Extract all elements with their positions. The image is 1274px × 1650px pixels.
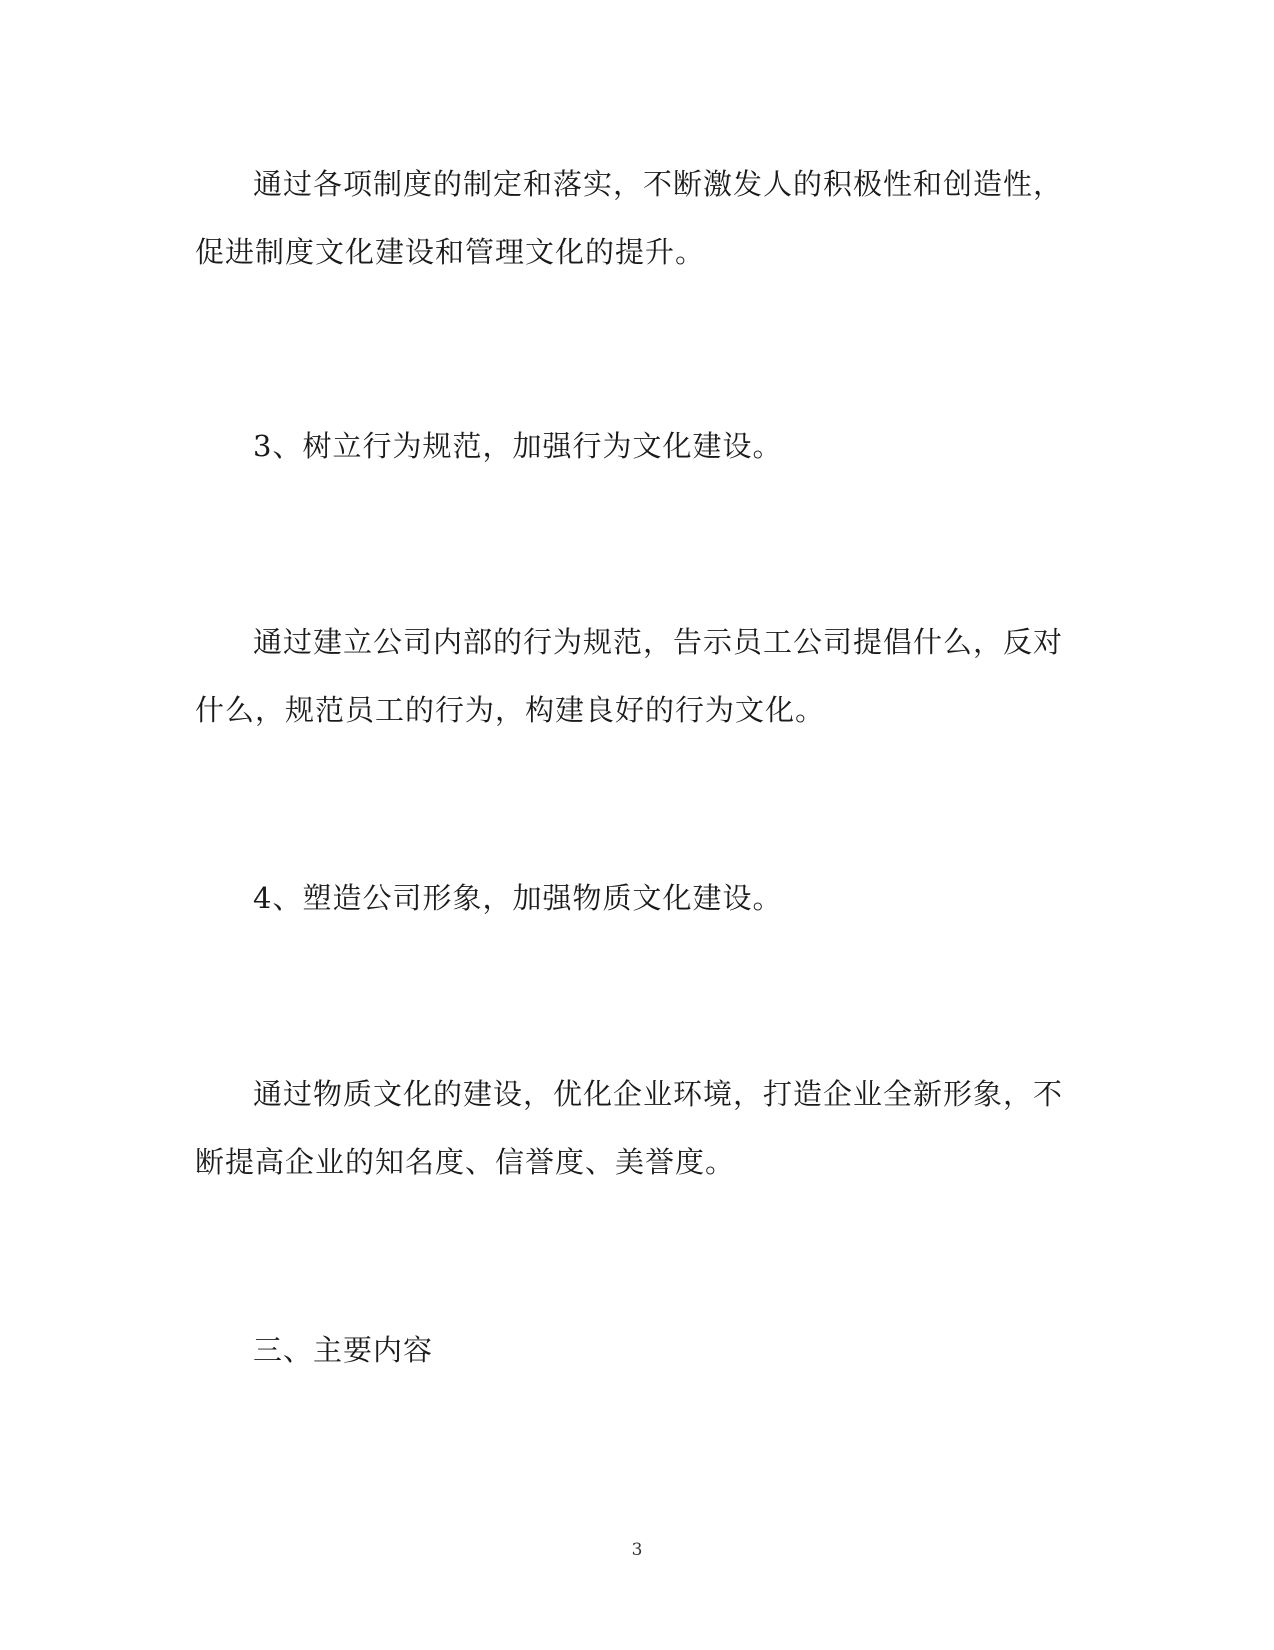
heading-behavior-norms: 3、树立行为规范，加强行为文化建设。	[253, 429, 783, 463]
paragraph-behavior-culture: 通过建立公司内部的行为规范，告示员工公司提倡什么，反对什么，规范员工的行为，构建良好的行为文化。	[195, 625, 1064, 727]
page-number: 3	[631, 1540, 643, 1560]
section-heading-main-content: 三、主要内容	[253, 1333, 434, 1367]
paragraph-material-culture: 通过物质文化的建设，优化企业环境，打造企业全新形象，不断提高企业的知名度、信誉度、美誉度。	[195, 1077, 1064, 1179]
heading-company-image: 4、塑造公司形象，加强物质文化建设。	[253, 881, 783, 915]
paragraph-institutional-culture: 通过各项制度的制定和落实，不断激发人的积极性和创造性，促进制度文化建设和管理文化的提升。	[195, 167, 1064, 269]
